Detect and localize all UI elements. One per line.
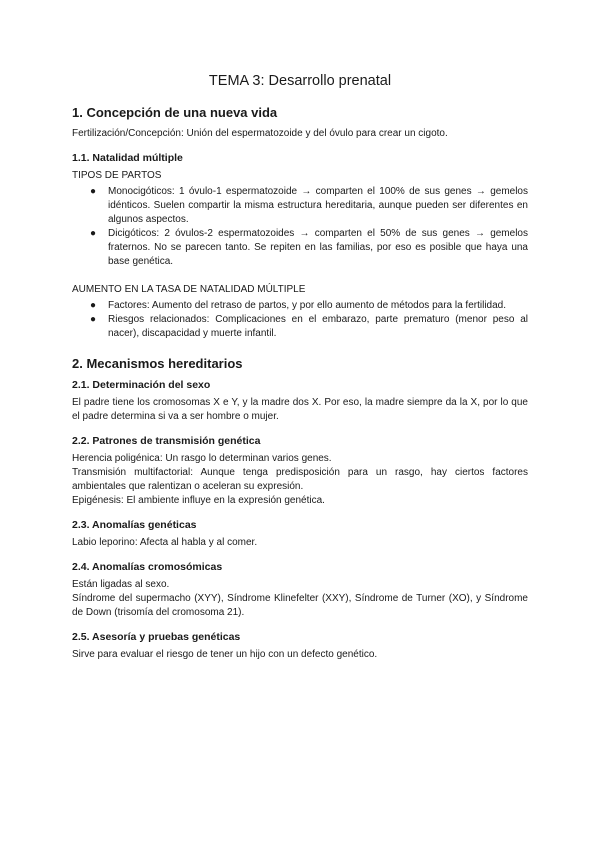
tipos-partos-list — [72, 185, 528, 269]
section-2-2-line-2: Transmisión multifactorial: Aunque tenga predisposición para un rasgo, hay ciertos factores ambientales que ralentizan o aceleran su expresión. — [72, 467, 528, 492]
aumento-natalidad-list — [72, 299, 528, 341]
section-2-1-heading: 2.1. Determinación del sexo — [72, 379, 211, 391]
section-1-1-heading: 1.1. Natalidad múltiple — [72, 152, 183, 164]
bullet-icon: ● — [90, 186, 97, 197]
section-2-4-line-2: Síndrome del supermacho (XYY), Síndrome Klinefelter (XXY), Síndrome de Turner (XO), y Síndrome de Down (trisomía del cromosoma 21). — [72, 593, 528, 618]
section-2-5-heading: 2.5. Asesoría y pruebas genéticas — [72, 631, 241, 643]
section-2-2-heading: 2.2. Patrones de transmisión genética — [72, 435, 261, 447]
list-item — [90, 227, 528, 269]
section-2-4-line-1: Están ligadas al sexo. — [72, 579, 170, 590]
section-2-4-heading: 2.4. Anomalías cromosómicas — [72, 561, 223, 573]
list-item-text: Monocigóticos: 1 óvulo-1 espermatozoide → comparten el 100% de sus genes → gemelos idénticos. Suelen compartir la misma estructura hereditaria, aunque pueden ser diferentes en algunos aspectos. — [108, 186, 528, 225]
aumento-natalidad-label: AUMENTO EN LA TASA DE NATALIDAD MÚLTIPLE — [72, 284, 306, 295]
list-item-text: Riesgos relacionados: Complicaciones en el embarazo, parte prematuro (menor peso al nacer), discapacidad y muerte infantil. — [108, 314, 528, 339]
section-1-heading: 1. Concepción de una nueva vida — [72, 105, 278, 120]
list-item — [90, 185, 528, 227]
list-item-text: Factores: Aumento del retraso de partos, y por ello aumento de métodos para la fertilidad. — [108, 300, 506, 311]
list-item-text: Dicigóticos: 2 óvulos-2 espermatozoides → comparten el 50% de sus genes → gemelos fraternos. No se parecen tanto. Se repiten en las familias, por eso es posible que haya una base genética. — [108, 228, 528, 267]
section-2-2-line-3: Epigénesis: El ambiente influye en la expresión genética. — [72, 495, 325, 506]
list-item — [90, 299, 528, 313]
tipos-partos-label: TIPOS DE PARTOS — [72, 170, 162, 181]
section-2-3-text: Labio leporino: Afecta al habla y al comer. — [72, 537, 258, 548]
document-title: TEMA 3: Desarrollo prenatal — [208, 73, 392, 89]
document-page — [72, 72, 528, 662]
bullet-icon: ● — [90, 228, 97, 239]
bullet-icon: ● — [90, 300, 97, 311]
section-2-5-text: Sirve para evaluar el riesgo de tener un hijo con un defecto genético. — [72, 649, 378, 660]
section-2-2-line-1: Herencia poligénica: Un rasgo lo determinan varios genes. — [72, 453, 332, 464]
section-2-heading: 2. Mecanismos hereditarios — [72, 356, 243, 371]
list-item — [90, 313, 528, 341]
section-2-1-text: El padre tiene los cromosomas X e Y, y la madre dos X. Por eso, la madre siempre da la X, por lo que el padre determina si va a ser hombre o mujer. — [72, 397, 528, 422]
section-2-3-heading: 2.3. Anomalías genéticas — [72, 519, 197, 531]
section-1-text: Fertilización/Concepción: Unión del espermatozoide y del óvulo para crear un cigoto. — [72, 128, 448, 139]
bullet-icon: ● — [90, 314, 97, 325]
